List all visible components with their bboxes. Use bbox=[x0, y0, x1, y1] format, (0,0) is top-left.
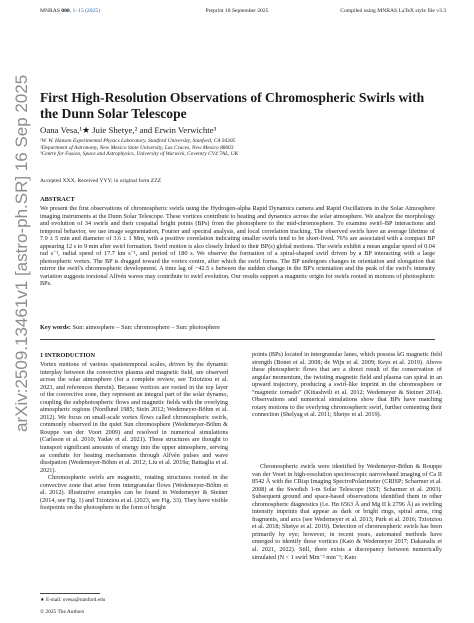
abstract-text: We present the first observations of chromospheric swirls using the Hydrogen-alpha Rapid Dynamics camera and Rapid Oscillations in the Solar Atmosphere imaging instruments at the Dunn Solar Telescope. These vortices contribute to heating and dynamics across the solar atmosphere. We analyze the morphology and evolution of 34 swirls and their cospatial bright points (BPs) from the photosphere to the mid-chromosphere. To examine swirl–BP interactions and temporal behavior, we use image segmentation, Fourier and spectral analysis, and local correlation tracking. The observed swirls have an average lifetime of 7.9 ± 5 min and diameter of 3.6 ± 1 Mm, with a positive correlation indicating smaller swirls tend to be short-lived. 76% are associated with a compact BP appearing 12 s to 9 min after swirl formation. Swirl motion is also closely linked to their BP(s) global motions. The swirls exhibit a mean angular speed of 0.04 rad s⁻¹, radial speed of 17.7 km s⁻¹, and period of 180 s. We observe the formation of a spiral-shaped swirl driven by a BP interacting with a large photospheric vortex. The BP is dragged toward the vortex centre, after which the swirl forms. The BP undergoes changes in orientation and elongation that mirror the swirl's chromospheric development. A time lag of −42.5 s between the sudden change in the BP's orientation and the peak of the swirl's intensity variation suggests torsional Alfvén waves may contribute to swirl evolution. Our results support a magnetic origin for swirls rooted in motions of photospheric BPs. bbox=[40, 205, 435, 288]
paper-title: First High-Resolution Observations of Chromospheric Swirls with the Dunn Solar Telescope bbox=[40, 90, 425, 121]
intro-paragraph-2: Chromospheric swirls are magnetic, rotating structures rooted in the convective zone that arise from intergranular flows (Wedemeyer-Böhm et al. 2012). Illustrative examples can be found in Wedemeyer & Steiner (2014, see Fig. 1) and Tziotziou et al. (2023, see Fig. 33). They have visible footpoints on the photosphere in the form of bright bbox=[40, 474, 228, 512]
preprint-date: Preprint 18 September 2025 bbox=[205, 8, 269, 14]
style-file-note: Compiled using MNRAS LaTeX style file v3.3 bbox=[340, 8, 446, 14]
affiliation-3: ³Centre for Fusion, Space and Astrophysics, University of Warwick, Coventry CV4 7AL, UK bbox=[40, 151, 239, 158]
right-column-top bbox=[252, 351, 442, 419]
intro-paragraph-1: Vortex motions of various spatiotemporal scales, driven by the dynamic interplay between the convective plasma and magnetic field, are observed across the solar atmosphere (for a complete review, see Tziotziou et al. 2023, and references therein). Because vortices are rooted in the top layer of the convective zone, they represent an integral part of the solar dynamo, coupling the subphotospheric flows and magnetic fields with the overlying atmospheric regions (Nordlund 1985; Stein 2012; Wedemeyer-Böhm et al. 2012). We focus on small-scale vortex flows called chromospheric swirls, commonly observed in the quiet Sun chromosphere (Wedemeyer-Böhm & Rouppe van der Voort 2009) and resolved in numerical simulations (Carlsson et al. 2010; Yadav et al. 2021). These structures are thought to transport significant amounts of energy into the upper atmosphere, serving as conduits for heating mechanisms through Alfvén pulses and wave dissipation (Wedemeyer-Böhm et al. 2012; Liu et al. 2019a; Battaglia et al. 2021). bbox=[40, 361, 228, 474]
journal-name: MNRAS bbox=[40, 8, 62, 14]
arxiv-stamp: arXiv:2509.13461v1 [astro-ph.SR] 16 Sep 2025 bbox=[12, 74, 31, 432]
keywords-line bbox=[40, 324, 220, 331]
journal-volume: 000 bbox=[61, 8, 70, 14]
affiliation-2: ²Department of Astronomy, New Mexico State University, Las Cruces, New Mexico 88003 bbox=[40, 144, 234, 151]
email-footnote: ★ E-mail: ovesa@stanford.edu bbox=[40, 597, 106, 603]
affiliations bbox=[40, 138, 238, 158]
journal-pages-link[interactable]: , 1–15 (2025) bbox=[69, 8, 100, 14]
acceptance-line: Accepted XXX. Received YYY; in original form ZZZ bbox=[40, 178, 162, 184]
section-heading-introduction: 1 INTRODUCTION bbox=[40, 352, 96, 359]
keywords-list: Sun: atmosphere – Sun: chromosphere – Sun: photosphere bbox=[70, 324, 220, 331]
footnote-divider bbox=[40, 593, 100, 594]
affiliation-1: ¹W. W. Hansen Experimental Physics Laboratory, Stanford University, Stanford, CA 94305 bbox=[40, 138, 236, 144]
copyright-line: © 2025 The Authors bbox=[40, 609, 85, 615]
right-column-bottom bbox=[252, 463, 442, 561]
author-list: Oana Vesa,¹★ Juie Shetye,² and Erwin Verwichte³ bbox=[40, 125, 217, 135]
left-column bbox=[40, 361, 228, 512]
keywords-label: Key words: bbox=[40, 324, 71, 331]
abstract-divider bbox=[40, 339, 435, 340]
abstract-heading: ABSTRACT bbox=[40, 196, 75, 203]
intro-paragraph-3: points (BPs) located in intergranular lanes, which possess kG magnetic field strength (Bonet et al. 2008; de Wijn et al. 2009; Keys et al. 2019). Above these photospheric flows that are a direct result of the conservation of angular momentum, the twisting magnetic field and plasma can spiral in an upward trajectory, producing a swirl-like imprint in the chromosphere or “magnetic tornado” (Kitiashvili et al. 2012; Wedemeyer & Steiner 2014). Observations and numerical simulations show that BPs have matching rotary motions to the overlying chromospheric swirl, further cementing their connection (Shelyag et al. 2011; Shetye et al. 2019). bbox=[252, 351, 442, 419]
intro-paragraph-4: Chromospheric swirls were identified by Wedemeyer-Böhm & Rouppe van der Voort in high-resolution spectroscopic narrowband imaging of Ca II 8542 Å with the CRisp Imaging SpectroPolarimeter (CRISP; Scharmer et al. 2008) at the Swedish 1-m Solar Telescope (SST; Scharmer et al. 2003). Subsequent ground and space-based observations identified them in other chromospheric diagnostics (i.e. Hα 6563 Å and Mg II k 2796 Å) as swirling intensity imprints that appear as dark or bright rings, spiral arms, ring fragments, and arcs (see Wedemeyer et al. 2013; Park et al. 2016; Tziotziou et al. 2018; Shetye et al. 2019). Detection of chromospheric swirls has been primarily by eye; however, in recent years, automated methods have emerged to identify these vortices (Kato & Wedemeyer 2017; Dakanalis et al. 2021, 2022). Still, there exists a discrepancy between numerically simulated (N < 1 swirl Mm⁻² min⁻¹; Kato bbox=[252, 463, 442, 561]
